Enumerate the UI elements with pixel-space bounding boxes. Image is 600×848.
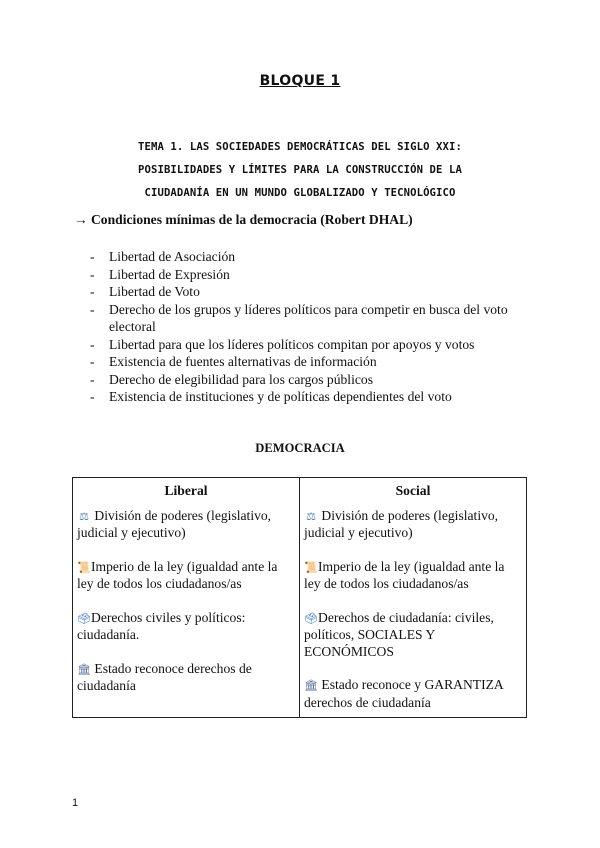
institution-icon: 🏛 (304, 680, 318, 692)
table-row (73, 500, 527, 718)
dash-bullet: - (90, 249, 95, 264)
cell-item (77, 508, 295, 542)
democracy-table (72, 477, 527, 718)
scroll-icon: 📜 (304, 561, 318, 574)
cell-item (304, 559, 522, 593)
column-header-liberal: Liberal (73, 478, 300, 500)
dash-bullet: - (90, 336, 95, 352)
list-item (90, 301, 510, 336)
cell-item (77, 661, 295, 695)
cell-item-text: Derechos civiles y políticos: ciudadanía. (77, 609, 246, 642)
cell-item (304, 610, 522, 661)
list-item-text: Libertad de Expresión (109, 266, 230, 282)
topic-title-line: CIUDADANÍA EN UN MUNDO GLOBALIZADO Y TECNOLÓGICO (144, 187, 456, 199)
cell-item-text: Estado reconoce y GARANTIZA derechos de ciudadanía (304, 677, 503, 710)
democracy-title: DEMOCRACIA (255, 441, 345, 455)
dash-bullet: - (90, 301, 95, 317)
list-item-text: Libertad de Asociación (109, 249, 236, 264)
list-item (90, 336, 510, 354)
cell-item (77, 559, 295, 593)
list-item (90, 283, 510, 301)
column-header-social: Social (300, 478, 527, 500)
cell-item (304, 677, 522, 711)
list-item-text: Existencia de instituciones y de políticas dependientes del voto (109, 389, 452, 404)
scroll-icon: 📜 (77, 561, 91, 574)
dash-bullet: - (90, 354, 95, 369)
institution-icon: 🏛 (77, 663, 91, 676)
list-item-text: Derecho de elegibilidad para los cargos públicos (109, 371, 373, 387)
dash-bullet: - (90, 284, 95, 299)
list-item (90, 266, 510, 284)
conditions-heading: → Condiciones mínimas de la democracia (Robert DHAL) (74, 212, 413, 227)
ballot-box-icon: 🗳 (304, 612, 318, 625)
topic-title (80, 136, 520, 205)
list-item-text: Existencia de fuentes alternativas de información (109, 354, 377, 369)
cell-item-text: Imperio de la ley (igualdad ante la ley de todos los ciudadanos/as (304, 558, 505, 591)
conditions-list (90, 248, 510, 406)
list-item (90, 353, 510, 371)
list-item (90, 388, 510, 406)
list-item-text: Derecho de los grupos y líderes políticos para competir en busca del voto electoral (109, 301, 508, 334)
dash-bullet: - (90, 389, 95, 404)
topic-title-line: POSIBILIDADES Y LÍMITES PARA LA CONSTRUCCIÓN DE LA (138, 164, 462, 176)
block-title: BLOQUE 1 (259, 73, 341, 89)
list-item-text: Libertad de Voto (109, 284, 200, 299)
list-item (90, 371, 510, 389)
topic-title-line: TEMA 1. LAS SOCIEDADES DEMOCRÁTICAS DEL SIGLO XXI: (138, 141, 462, 153)
liberal-cell (73, 500, 300, 718)
page-number: 1 (72, 797, 79, 809)
table-header-row (73, 478, 527, 500)
cell-item-text: Derechos de ciudadanía: civiles, políticos, SOCIALES Y ECONÓMICOS (304, 609, 494, 659)
dash-bullet: - (90, 266, 95, 282)
cell-item (77, 610, 295, 644)
list-item-text: Libertad para que los líderes políticos compitan por apoyos y votos (109, 336, 475, 352)
social-cell (300, 500, 527, 718)
dash-bullet: - (90, 371, 95, 387)
scales-icon: ⚖ (79, 510, 89, 523)
cell-item (304, 508, 522, 542)
ballot-box-icon: 🗳 (77, 612, 91, 625)
cell-item-text: Imperio de la ley (igualdad ante la ley de todos los ciudadanos/as (77, 558, 278, 591)
scales-icon: ⚖ (306, 510, 316, 523)
list-item (90, 248, 510, 266)
cell-item-text: Estado reconoce derechos de ciudadanía (77, 660, 252, 693)
cell-item-text: División de poderes (legislativo, judicial y ejecutivo) (77, 507, 272, 540)
cell-item-text: División de poderes (legislativo, judicial y ejecutivo) (304, 507, 499, 540)
